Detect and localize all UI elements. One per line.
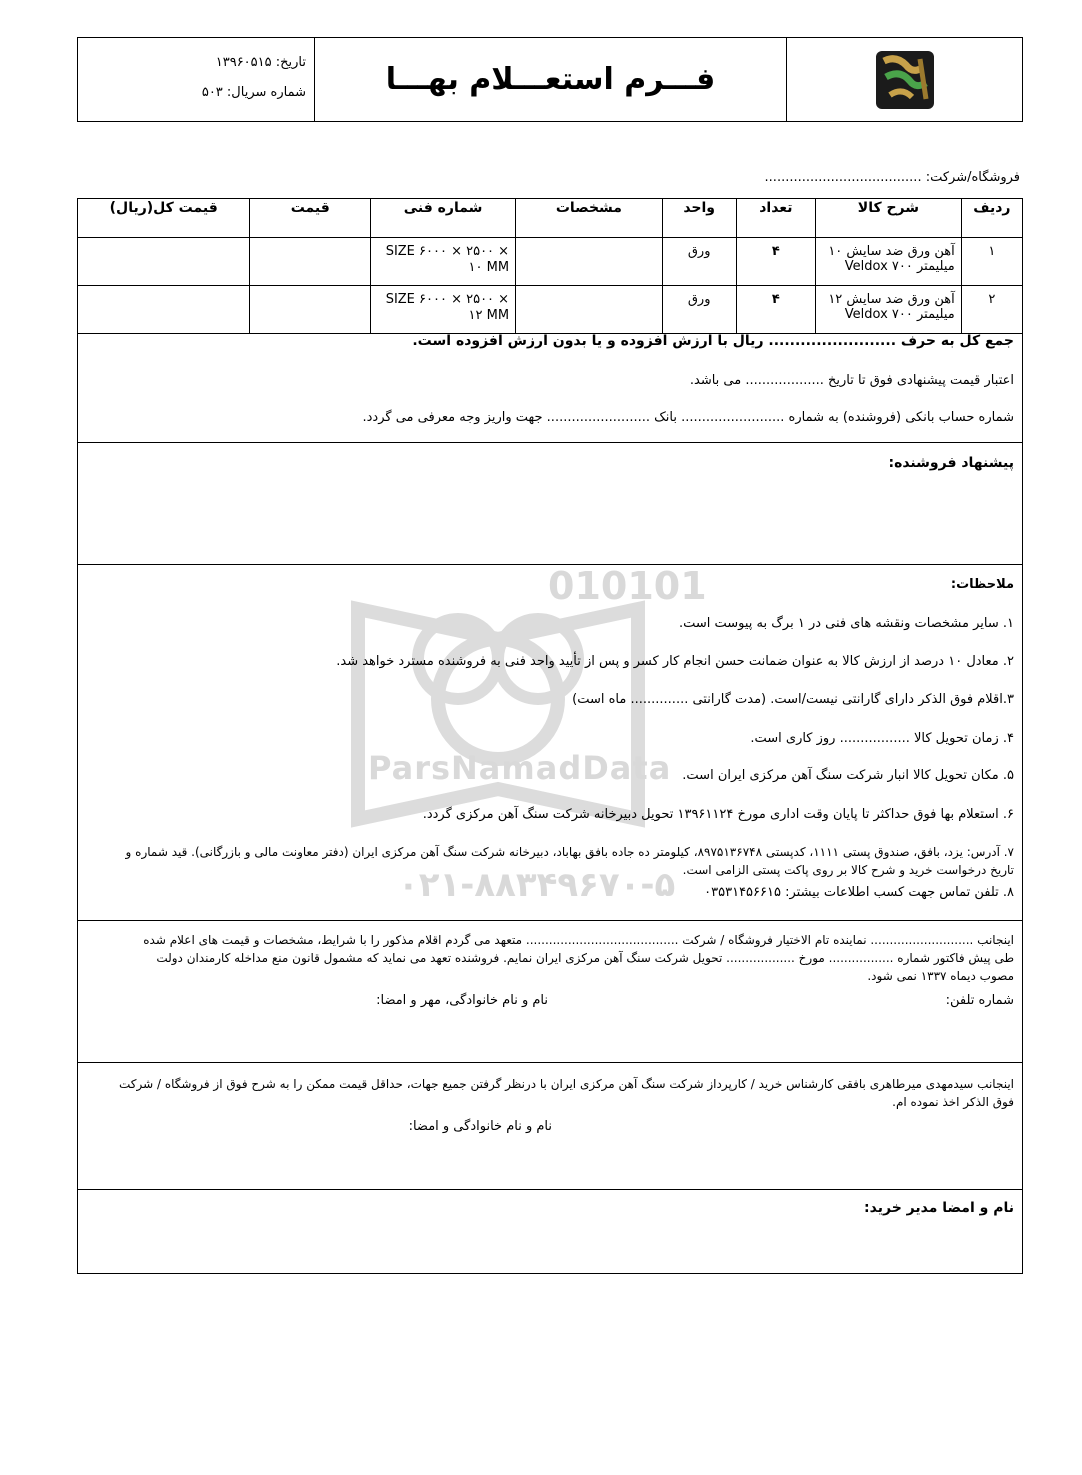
watermark-brand: ParsNamadData <box>368 749 672 787</box>
table-header-row <box>78 199 1023 238</box>
purchase-manager-label: نام و امضا مدیر خرید: <box>864 1200 1014 1216</box>
cell-technical-number: SIZE ۶۰۰۰ × ۲۵۰۰ × ۱۰ MM <box>371 238 516 286</box>
cell-description: آهن ورق ضد سایش ۱۲ میلیمتر Veldox ۷۰۰ <box>816 286 962 334</box>
notes-title: ملاحظات: <box>950 577 1014 592</box>
buyer-statement-section <box>77 1063 1023 1190</box>
col-total-price: قیمت کل(ریال) <box>78 199 250 238</box>
cell-price <box>250 238 371 286</box>
cell-row: ۱ <box>961 238 1022 286</box>
col-description: شرح کالا <box>816 199 962 238</box>
cell-unit: ورق <box>662 238 736 286</box>
cell-description: آهن ورق ضد سایش ۱۰ میلیمتر Veldox ۷۰۰ <box>816 238 962 286</box>
shop-company-line: فروشگاه/شرکت: ...................................... <box>764 170 1020 185</box>
notes-section <box>77 565 1023 921</box>
seller-offer-label: پیشنهاد فروشنده: <box>888 455 1014 471</box>
note-item: ۱. سایر مشخصات ونقشه های فنی در ۱ برگ به پیوست است. <box>678 616 1014 631</box>
col-specs: مشخصات <box>516 199 663 238</box>
note-item: تاریخ درخواست خرید و شرح کالا بر روی پاکت پستی الزامی است. <box>682 863 1014 877</box>
vendor-line: طی پیش فاکتور شماره ................. مورخ .................. تحویل شرکت سنگ آهن مرکزی ایران نمایم. فروشنده تعهد می نماید که مشمول قانون منع مداخله کارمندان دولت <box>156 951 1014 965</box>
form-date: تاریخ: ۱۳۹۶۰۵۱۵ <box>215 55 306 70</box>
col-quantity: تعداد <box>736 199 815 238</box>
form-meta <box>78 38 314 121</box>
logo-cell <box>786 38 1022 121</box>
buyer-line: اینجانب سیدمهدی میرطاهری بافقی کارشناس خرید / کارپرداز شرکت سنگ آهن مرکزی ایران با درنظر گرفتن جمیع جهات، حداقل قیمت ممکن را به شرح فوق از فروشگاه / شرکت <box>118 1077 1014 1091</box>
total-in-words: جمع کل به حرف ........................ ریال با ارزش افزوده و یا بدون ارزش افزوده است. <box>412 333 1014 349</box>
cell-total-price <box>78 238 250 286</box>
seller-offer-section <box>77 443 1023 565</box>
cell-technical-number: SIZE ۶۰۰۰ × ۲۵۰۰ × ۱۲ MM <box>371 286 516 334</box>
buyer-line: فوق الذکر اخذ نموده ام. <box>892 1095 1014 1109</box>
cell-quantity: ۴ <box>736 238 815 286</box>
cell-unit: ورق <box>662 286 736 334</box>
note-item: ۵. مکان تحویل کالا انبار شرکت سنگ آهن مرکزی ایران است. <box>682 768 1014 783</box>
note-item: ۳.اقلام فوق الذکر دارای گارانتی نیست/است. (مدت گارانتی .............. ماه است) <box>572 692 1014 707</box>
totals-section <box>77 321 1023 443</box>
note-item: ۶. استعلام بها فوق حداکثر تا پایان وقت اداری مورخ ۱۳۹۶۱۱۲۴ تحویل دبیرخانه شرکت سنگ آهن مرکزی گردد. <box>422 807 1014 822</box>
price-validity: اعتبار قیمت پیشنهادی فوق تا تاریخ ................... می باشد. <box>689 373 1014 388</box>
note-item: ۷. آدرس: یزد، بافق، صندوق پستی ۱۱۱۱، کدپستی ۸۹۷۵۱۳۶۷۴۸، کیلومتر ده جاده بافق بهاباد، دبیرخانه شرکت سنگ آهن مرکزی ایران (دفتر معاونت مالی و بازرگانی). قید شماره و <box>125 845 1014 859</box>
watermark-digits: 010101 <box>548 565 707 608</box>
col-price: قیمت <box>250 199 371 238</box>
cell-row: ۲ <box>961 286 1022 334</box>
vendor-commitment-section <box>77 921 1023 1063</box>
form-title: فـــرم استعـــلام بهـــا <box>314 38 786 121</box>
table-row <box>78 238 1023 286</box>
form-header <box>77 37 1023 122</box>
cell-quantity: ۴ <box>736 286 815 334</box>
vendor-line: مصوب دیماه ۱۳۳۷ نمی شود. <box>867 969 1014 983</box>
company-logo <box>876 51 934 109</box>
logo-icon <box>876 51 934 109</box>
note-item: ۸. تلفن تماس جهت کسب اطلاعات بیشتر: ۰۳۵۳۱۴۵۶۶۱۵ <box>704 885 1014 900</box>
items-table <box>77 198 1023 334</box>
note-item: ۲. معادل ۱۰ درصد از ارزش کالا به عنوان ضمانت حسن انجام کار کسر و پس از تأیید واحد فنی به فروشنده مسترد خواهد شد. <box>336 654 1014 669</box>
cell-specs <box>516 238 663 286</box>
purchase-manager-section <box>77 1190 1023 1274</box>
note-item: ۴. زمان تحویل کالا ................. روز کاری است. <box>750 731 1014 746</box>
watermark-phone: ۰۲۱-۸۸۳۴۹۶۷۰-۵ <box>398 865 676 905</box>
form-serial: شماره سریال: ۵۰۳ <box>201 85 306 100</box>
vendor-sign-label: نام و نام خانوادگی، مهر و امضا: <box>376 993 548 1008</box>
col-technical-number: شماره فنی <box>371 199 516 238</box>
vendor-line: اینجانب ........................... نماینده تام الاختیار فروشگاه / شرکت ........................................ متعهد می گردم اقلام مذکور را با شرایط، مشخصات و قیمت های اعلام شده <box>143 933 1014 947</box>
vendor-phone-label: شماره تلفن: <box>945 993 1014 1008</box>
col-unit: واحد <box>662 199 736 238</box>
col-row: ردیف <box>961 199 1022 238</box>
bank-account: شماره حساب بانکی (فروشنده) به شماره ......................... بانک ......................... جهت واریز وجه معرفی می گردد. <box>362 410 1014 425</box>
buyer-sign-label: نام و نام خانوادگی و امضا: <box>408 1119 552 1134</box>
